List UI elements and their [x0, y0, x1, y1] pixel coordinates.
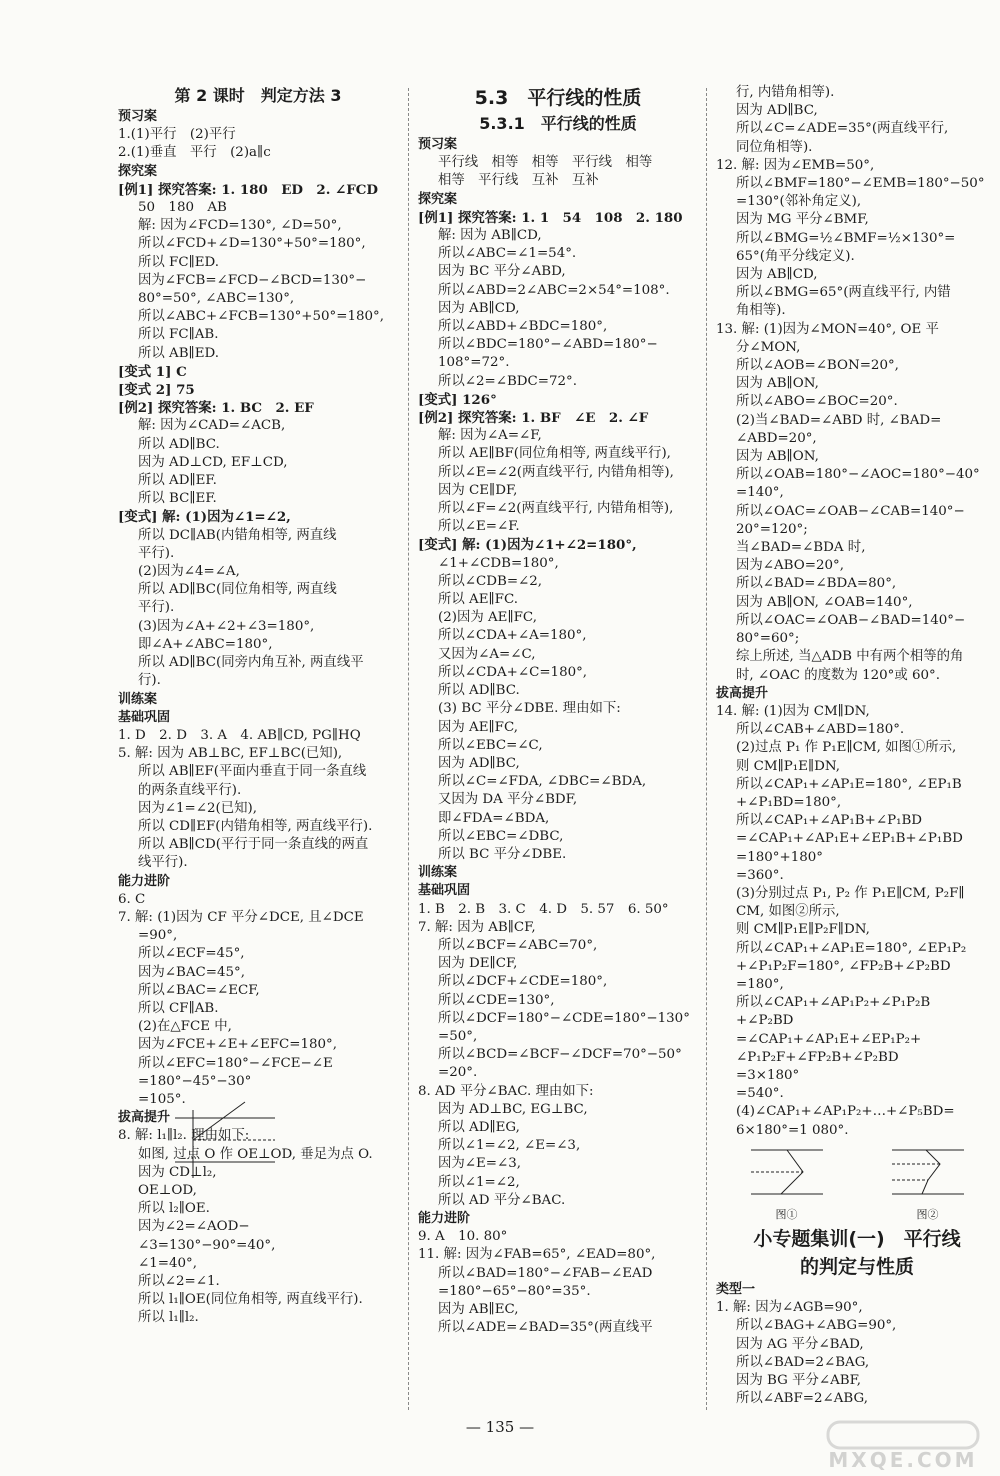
text-line: 解: 因为∠FCD=130°, ∠D=50°,	[138, 218, 342, 234]
text-line: 所以 AD∥BC.	[138, 436, 220, 452]
text-line: ∠3=130°−90°=40°,	[138, 1237, 276, 1253]
text-line: 所以∠OAC=∠OAB−∠CAB=140°−	[736, 503, 965, 519]
text-line: =180°−45°−30°	[138, 1073, 252, 1089]
text-line: [变式] 126°	[418, 391, 497, 408]
text-line: =∠CAP₁+∠AP₁E+∠EP₁P₂+	[736, 1031, 922, 1047]
text-line: 线平行).	[138, 855, 188, 871]
text-line: (2)因为∠4=∠A,	[138, 564, 240, 580]
text-line: 的两条直线平行).	[138, 782, 242, 798]
text-line: 所以∠E=∠F.	[438, 519, 520, 535]
text-line: 所以 AD∥BC(同旁内角互补, 两直线平	[138, 655, 364, 671]
text-line: [例2] 探究答案: 1. BC 2. EF	[118, 400, 314, 417]
text-line: 所以∠CAB+∠ABD=180°.	[736, 722, 905, 738]
text-line: 又因为 DA 平分∠BDF,	[438, 792, 578, 808]
text-line: 所以 AD 平分∠BAC.	[438, 1192, 566, 1208]
section-heading: 训练案	[118, 691, 158, 707]
text-line: [变式] 解: (1)因为∠1=∠2,	[118, 509, 291, 526]
text-line: 所以∠OAC=∠OAB−∠BAD=140°−	[736, 612, 966, 628]
text-line: (3) BC 平分∠DBE. 理由如下:	[438, 701, 621, 717]
text-line: 8. 解: l₁∥l₂. 理由如下:	[118, 1128, 250, 1144]
text-line: 所以 l₂∥OE.	[138, 1201, 210, 1217]
text-line: 因为 CE∥DF,	[438, 482, 518, 498]
column-divider-left	[408, 88, 409, 1410]
text-line: 所以 AB∥CD(平行于同一条直线的两直	[138, 837, 369, 853]
text-line: 所以∠2=∠1.	[138, 1274, 220, 1289]
text-line: (2)过点 P₁ 作 P₁E∥CM, 如图①所示,	[736, 740, 957, 756]
text-line: 因为 AB∥ON,	[736, 449, 819, 465]
text-line: ∠1+∠CDB=180°,	[438, 555, 559, 571]
text-line: 角相等).	[736, 303, 786, 319]
text-line: 因为∠1=∠2(已知),	[138, 800, 257, 816]
section-heading: 预习案	[118, 109, 158, 124]
text-line: +∠P₂BD	[736, 1013, 794, 1029]
text-line: 因为 AB∥ON, ∠OAB=140°,	[736, 594, 913, 610]
lesson-title: 小专题集训(一) 平行线	[753, 1227, 961, 1250]
text-line: 因为 AD∥BC,	[438, 755, 520, 771]
text-line: 所以 CD∥EF(内错角相等, 两直线平行).	[138, 818, 373, 834]
text-line: 行, 内错角相等).	[736, 85, 835, 100]
text-line: 因为 AD⊥BC, EG⊥BC,	[438, 1101, 588, 1117]
text-line: CM, 如图②所示,	[736, 904, 840, 920]
text-line: 因为∠2=∠AOD−	[138, 1219, 250, 1235]
text-line: 所以∠2=∠BDC=72°.	[438, 373, 577, 389]
watermark-text: MXQE.COM	[828, 1448, 978, 1472]
text-line: 8. AD 平分∠BAC. 理由如下:	[418, 1083, 594, 1099]
text-line: +∠P₁BD=180°,	[736, 794, 842, 810]
lesson-title: 第 2 课时 判定方法 3	[174, 86, 342, 105]
text-line: 当∠BAD=∠BDA 时,	[736, 540, 866, 556]
text-line: 分∠MON,	[736, 339, 801, 355]
text-line: 所以 AD∥EF.	[138, 473, 217, 489]
text-line: 所以∠C=∠FDA, ∠DBC=∠BDA,	[438, 774, 647, 790]
lesson-title: 5.3 平行线的性质	[474, 87, 642, 109]
section-heading: 训练案	[418, 865, 458, 881]
text-line: 因为∠BAC=45°,	[138, 964, 245, 980]
text-line: 所以∠BAG+∠ABG=90°,	[736, 1318, 897, 1334]
text-line: 所以 AB∥EF(平面内垂直于同一条直线	[138, 764, 367, 780]
text-line: 因为 AE∥FC,	[438, 719, 518, 735]
text-line: 所以∠BDC=180°−∠ABD=180°−	[438, 337, 658, 353]
text-line: 所以∠BAD=180°−∠FAB−∠EAD	[438, 1265, 653, 1281]
text-line: 解: 因为 AB∥CD,	[438, 228, 542, 244]
text-line: 所以∠BMG=65°(两直线平行, 内错	[736, 285, 951, 301]
text-line: =180°,	[736, 976, 784, 992]
section-heading: 能力进阶	[418, 1210, 471, 1226]
text-line: =130°(邻补角定义),	[736, 194, 862, 210]
text-line: 12. 解: 因为∠EMB=50°,	[716, 157, 875, 173]
text-line: 即∠FDA=∠BDA,	[438, 810, 550, 826]
text-line: 因为 DE∥CF,	[438, 956, 518, 972]
text-line: 因为 AB∥CD,	[438, 300, 520, 316]
text-line: 因为∠FCB=∠FCD−∠BCD=130°−	[138, 272, 367, 288]
text-line: +∠P₁P₂F=180°, ∠FP₂B+∠P₂BD	[736, 958, 951, 974]
text-line: 所以∠EFC=180°−∠FCE−∠E	[138, 1055, 333, 1071]
text-line: =50°,	[438, 1028, 478, 1044]
text-line: (2)在△FCE 中,	[138, 1019, 232, 1035]
text-line: 所以∠OAB=180°−∠AOC=180°−40°	[736, 467, 980, 483]
text-line: (4)∠CAP₁+∠AP₁P₂+…+∠P₅BD=	[736, 1104, 955, 1120]
text-line: 所以∠CAP₁+∠AP₁P₂+∠P₁P₂B	[736, 995, 931, 1011]
text-line: 所以 AB∥ED.	[138, 345, 220, 361]
text-line: 所以 FC∥AB.	[138, 327, 219, 343]
section-heading: 基础巩固	[118, 709, 171, 725]
section-heading: 预习案	[418, 137, 458, 152]
text-line: 所以 AD∥EG,	[438, 1119, 520, 1135]
text-line: 14. 解: (1)因为 CM∥DN,	[716, 703, 870, 719]
text-line: 因为 AB∥EC,	[438, 1302, 519, 1317]
text-line: 所以∠E=∠2(两直线平行, 内错角相等),	[438, 464, 674, 480]
text-line: 7. 解: 因为 AB∥CF,	[418, 919, 536, 935]
text-line: 108°=72°.	[438, 355, 510, 371]
text-line: =90°,	[138, 928, 178, 944]
text-line: 11. 解: 因为∠FAB=65°, ∠EAD=80°,	[418, 1247, 656, 1263]
lesson-title: 的判定与性质	[799, 1255, 914, 1278]
text-line: 平行).	[138, 600, 175, 616]
figure-box	[888, 1142, 968, 1221]
text-line: ∠1=40°,	[138, 1255, 197, 1271]
text-line: 1. B 2. B 3. C 4. D 5. 57 6. 50°	[418, 901, 669, 917]
text-line: 所以∠CAP₁+∠AP₁E=180°, ∠EP₁B	[736, 776, 962, 792]
figure-8-diagram	[175, 1100, 285, 1180]
text-line: (2)当∠BAD=∠ABD 时, ∠BAD=	[736, 412, 942, 428]
text-line: 所以∠DCF+∠CDE=180°,	[438, 974, 608, 990]
text-line: 5. 解: 因为 AB⊥BC, EF⊥BC(已知),	[118, 746, 343, 762]
section-heading: 探究案	[418, 191, 458, 207]
text-line: [变式 1] C	[118, 363, 187, 380]
text-line: 平行线 相等 相等 平行线 相等	[438, 155, 653, 171]
text-line: 所以 CF∥AB.	[138, 1000, 219, 1016]
text-line: 所以∠FCD+∠D=130°+50°=180°,	[138, 236, 366, 252]
text-line: 所以∠ABC+∠FCB=130°+50°=180°,	[138, 309, 384, 325]
answer-column-3	[716, 84, 998, 1408]
text-line: 因为 AB∥ON,	[736, 376, 819, 392]
text-line: OE⊥OD,	[138, 1182, 197, 1198]
figure-row	[716, 1142, 998, 1221]
text-line: 所以∠ABD+∠BDC=180°,	[438, 319, 608, 335]
text-line: 因为 AD⊥CD, EF⊥CD,	[138, 454, 288, 470]
figure-2-diagram	[888, 1142, 968, 1202]
text-line: 13. 解: (1)因为∠MON=40°, OE 平	[716, 321, 939, 337]
text-line: 同位角相等).	[736, 139, 813, 155]
text-line: 所以∠ABF=2∠ABG,	[736, 1391, 868, 1407]
figure-caption: 图①	[775, 1207, 798, 1221]
text-line: ∠ABD=20°,	[736, 430, 817, 446]
text-line: 所以 AE∥FC.	[438, 592, 518, 608]
text-line: 9. A 10. 80°	[418, 1229, 508, 1245]
text-line: 所以∠BCF=∠ABC=70°,	[438, 937, 598, 953]
text-line: 因为 CD⊥l₂,	[138, 1164, 217, 1180]
figure-box	[747, 1142, 827, 1221]
section-heading: 拔高提升	[118, 1110, 171, 1126]
text-line: 所以 DC∥AB(内错角相等, 两直线	[138, 527, 337, 543]
text-line: 综上所述, 当△ADB 中有两个相等的角	[736, 649, 964, 665]
text-line: [例1] 探究答案: 1. 180 ED 2. ∠FCD	[118, 181, 379, 198]
text-line: ∠P₁P₂F+∠FP₂B+∠P₂BD	[736, 1049, 899, 1065]
section-heading: 拔高提升	[716, 685, 769, 701]
text-line: 又因为∠A=∠C,	[438, 646, 536, 662]
text-line: 所以 BC 平分∠DBE.	[438, 846, 567, 862]
text-line: 所以∠BAD=∠BDA=80°,	[736, 576, 897, 592]
text-line: 所以∠ABD=2∠ABC=2×54°=108°.	[438, 282, 670, 298]
text-line: 所以∠CDA+∠A=180°,	[438, 628, 587, 644]
text-line: 80°=50°, ∠ABC=130°,	[138, 291, 295, 307]
text-line: 所以∠F=∠2(两直线平行, 内错角相等),	[438, 501, 674, 517]
text-line: 所以∠ABO=∠BOC=20°.	[736, 394, 898, 410]
section-heading: 能力进阶	[118, 873, 171, 889]
text-line: 相等 平行线 互补 互补	[438, 173, 599, 189]
text-line: 所以∠AOB=∠BON=20°,	[736, 358, 899, 374]
column-divider-right	[706, 88, 707, 1410]
text-line: 所以∠C=∠ADE=35°(两直线平行,	[736, 121, 949, 137]
text-line: 所以 AD∥BC.	[438, 683, 520, 699]
text-line: 50 180 AB	[138, 200, 227, 216]
text-line: 所以∠CDB=∠2,	[438, 573, 543, 589]
text-line: 则 CM∥P₁E∥P₂F∥DN,	[736, 922, 870, 938]
text-line: (2)因为 AE∥FC,	[438, 610, 537, 626]
text-line: 时, ∠OAC 的度数为 120°或 60°.	[736, 667, 940, 683]
text-line: 所以∠DCF=180°−∠CDE=180°−130°	[438, 1010, 690, 1026]
text-line: 所以∠BMF=180°−∠EMB=180°−50°	[736, 176, 985, 192]
page-number: — 135 —	[465, 1418, 535, 1436]
lesson-title: 5.3.1 平行线的性质	[479, 114, 637, 133]
text-line: 即∠A+∠ABC=180°,	[138, 636, 273, 652]
watermark-logo	[818, 1420, 988, 1470]
text-line: 65°(角平分线定义).	[736, 248, 855, 264]
text-line: 所以∠CDA+∠C=180°,	[438, 664, 588, 680]
text-line: 1. D 2. D 3. A 4. AB∥CD, PG∥HQ	[118, 727, 361, 743]
text-line: =105°.	[138, 1091, 186, 1107]
text-line: 所以∠1=∠2, ∠E=∠3,	[438, 1138, 581, 1154]
text-line: 所以 AE∥BF(同位角相等, 两直线平行),	[438, 446, 671, 462]
section-heading: 探究案	[118, 163, 158, 179]
text-line: 因为∠ABO=20°,	[736, 558, 844, 574]
text-line: 因为 BC 平分∠ABD,	[438, 264, 566, 280]
text-line: 解: 因为∠A=∠F,	[438, 428, 542, 444]
watermark-shape-icon	[818, 1420, 988, 1450]
text-line: 所以∠EBC=∠DBC,	[438, 828, 564, 844]
text-line: 所以∠EBC=∠C,	[438, 737, 543, 753]
text-line: 所以∠ECF=45°,	[138, 946, 245, 962]
figure-1-diagram	[747, 1142, 827, 1202]
text-line: [例2] 探究答案: 1. BF ∠E 2. ∠F	[418, 410, 649, 427]
text-line: =20°.	[438, 1065, 478, 1081]
text-line: 如图, 过点 O 作 OE⊥OD, 垂足为点 O.	[138, 1146, 373, 1162]
text-line: 所以∠BCD=∠BCF−∠DCF=70°−50°	[438, 1047, 682, 1063]
text-line: =540°.	[736, 1086, 784, 1102]
text-line: 平行).	[138, 545, 175, 561]
text-line: 所以∠BAC=∠ECF,	[138, 982, 260, 998]
text-line: 20°=120°;	[736, 521, 808, 537]
text-line: =140°,	[736, 485, 784, 501]
answer-column-2	[418, 84, 698, 1337]
text-line: 解: 因为∠CAD=∠ACB,	[138, 418, 286, 434]
text-line: 所以∠CAP₁+∠AP₁B+∠P₁BD	[736, 813, 923, 829]
text-line: 所以 FC∥ED.	[138, 254, 220, 270]
text-line: =360°.	[736, 867, 784, 883]
text-line: 7. 解: (1)因为 CF 平分∠DCE, 且∠DCE	[118, 909, 364, 925]
text-line: =180°−65°−80°=35°.	[438, 1283, 591, 1299]
section-heading: 类型一	[716, 1281, 756, 1297]
text-line: 所以∠BMG=½∠BMF=½×130°=	[736, 230, 956, 246]
text-line: 6×180°=1 080°.	[736, 1122, 849, 1138]
text-line: 所以∠ABC=∠1=54°.	[438, 246, 577, 262]
text-line: [变式] 解: (1)因为∠1+∠2=180°,	[418, 537, 637, 554]
text-line: 因为 AD∥BC,	[736, 103, 818, 119]
text-line: =3×180°	[736, 1067, 800, 1083]
text-line: =∠CAP₁+∠AP₁E+∠EP₁B+∠P₁BD	[736, 831, 963, 847]
text-line: 则 CM∥P₁E∥DN,	[736, 758, 840, 774]
section-heading: 基础巩固	[418, 883, 471, 899]
text-line: 所以 l₁∥l₂.	[138, 1310, 199, 1326]
text-line: 所以 BC∥EF.	[138, 491, 217, 507]
text-line: 行).	[138, 673, 161, 689]
text-line: 所以 l₁∥OE(同位角相等, 两直线平行).	[138, 1292, 363, 1308]
figure-caption: 图②	[916, 1207, 939, 1221]
text-line: 所以∠ADE=∠BAD=35°(两直线平	[438, 1320, 653, 1336]
text-line: 因为 BG 平分∠ABF,	[736, 1373, 862, 1388]
text-line: [例1] 探究答案: 1. 1 54 108 2. 180	[418, 209, 683, 226]
text-line: 1.(1)平行 (2)平行	[118, 127, 236, 143]
text-line: 所以∠1=∠2,	[438, 1174, 520, 1190]
text-line: 所以∠CDE=130°,	[438, 992, 555, 1008]
text-line: 因为∠E=∠3,	[438, 1156, 521, 1172]
text-line: 因为 MG 平分∠BMF,	[736, 212, 869, 228]
text-line: 因为 AG 平分∠BAD,	[736, 1336, 864, 1352]
text-line: (3)因为∠A+∠2+∠3=180°,	[138, 618, 315, 634]
text-line: (3)分别过点 P₁, P₂ 作 P₁E∥CM, P₂F∥	[736, 885, 965, 901]
text-line: 因为 AB∥CD,	[736, 267, 818, 283]
text-line: 因为∠FCE+∠E+∠EFC=180°,	[138, 1037, 338, 1053]
text-line: [变式 2] 75	[118, 382, 195, 399]
text-line: 所以 AD∥BC(同位角相等, 两直线	[138, 582, 337, 598]
text-line: 所以∠BAD=2∠BAG,	[736, 1354, 870, 1370]
text-line: 6. C	[118, 891, 146, 907]
text-line: 所以∠CAP₁+∠AP₁E=180°, ∠EP₁P₂	[736, 940, 967, 956]
text-line: 1. 解: 因为∠AGB=90°,	[716, 1300, 863, 1316]
text-line: 2.(1)垂直 平行 (2)a∥c	[118, 145, 271, 161]
text-line: 80°=60°;	[736, 631, 800, 647]
text-line: =180°+180°	[736, 849, 823, 865]
